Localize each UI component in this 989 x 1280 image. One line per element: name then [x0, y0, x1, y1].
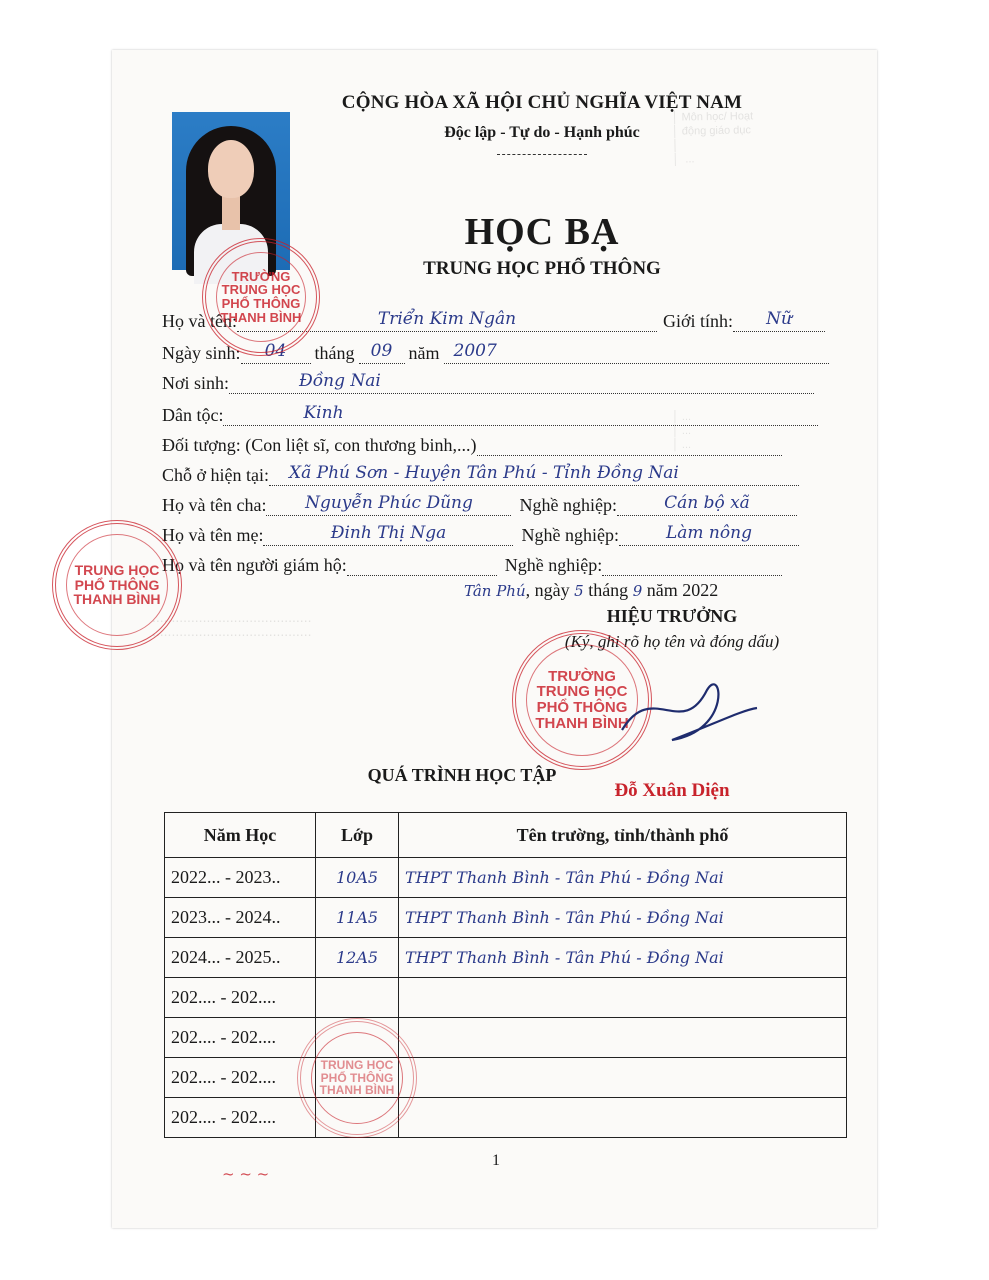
school-cell	[399, 1098, 847, 1138]
address-row	[162, 460, 799, 486]
year-cell: 202.... - 202....	[165, 1058, 316, 1098]
signing-month-label: tháng	[588, 580, 629, 600]
signing-place: Tân Phú	[464, 582, 526, 600]
table-header-row	[165, 813, 847, 858]
class-cell	[316, 978, 399, 1018]
year-cell: 202.... - 202....	[165, 1098, 316, 1138]
history-title: QUÁ TRÌNH HỌC TẬP	[367, 765, 557, 785]
mother-row	[162, 520, 799, 546]
history-table	[164, 812, 847, 1138]
table-row	[165, 1098, 847, 1138]
year-cell: 2022... - 2023..	[165, 858, 316, 898]
signing-date	[464, 580, 718, 601]
ethnicity-row	[162, 400, 818, 426]
name-label: Họ và tên:	[162, 311, 237, 331]
address-value: Xã Phú Sơn - Huyện Tân Phú - Tỉnh Đồng Nai	[289, 463, 679, 483]
national-name: CỘNG HÒA XÃ HỘI CHỦ NGHĨA VIỆT NAM	[341, 92, 743, 113]
mother-job-value: Làm nông	[665, 523, 752, 543]
father-job-label: Nghề nghiệp:	[519, 495, 617, 515]
signing-year-label: năm	[646, 580, 678, 600]
birthplace-row	[162, 368, 814, 394]
year-cell: 202.... - 202....	[165, 1018, 316, 1058]
document-title: HỌC BẠ	[464, 211, 620, 253]
school-cell: THPT Thanh Bình - Tân Phú - Đồng Nai	[399, 858, 847, 898]
school-stamp: TRƯỜNG TRUNG HỌC PHỔ THÔNG THANH BÌNH	[202, 238, 320, 356]
school-stamp: TRUNG HỌC PHỔ THÔNG THANH BÌNH	[52, 520, 182, 650]
father-job-value: Cán bộ xã	[664, 493, 750, 513]
year-cell: 2024... - 2025..	[165, 938, 316, 978]
school-cell	[399, 1018, 847, 1058]
principal-signature	[612, 670, 762, 750]
signing-day: 5	[574, 582, 584, 600]
signing-day-label: , ngày	[525, 580, 570, 600]
dob-label: Ngày sinh:	[162, 343, 241, 363]
principal-stamp: TRƯỜNG TRUNG HỌC PHỔ THÔNG THANH BÌNH	[512, 630, 652, 770]
table-row	[165, 858, 847, 898]
father-label: Họ và tên cha:	[162, 495, 267, 515]
bleed-through-text: │ ... │ ... │ ...	[672, 411, 692, 451]
table-row	[165, 938, 847, 978]
dob-year-label: năm	[408, 343, 440, 363]
dob-year-value: 2007	[453, 341, 497, 361]
birthplace-label: Nơi sinh:	[162, 373, 230, 393]
dob-month-label: tháng	[314, 343, 355, 363]
mother-job-label: Nghề nghiệp:	[521, 525, 619, 545]
page-number: 1	[492, 1152, 500, 1169]
table-row	[165, 1018, 847, 1058]
col-year-header: Năm Học	[165, 813, 316, 858]
mother-value: Đinh Thị Nga	[330, 523, 447, 543]
class-cell: 11A5	[316, 898, 399, 938]
national-motto: Độc lập - Tự do - Hạnh phúc	[444, 124, 640, 141]
birthplace-value: Đồng Nai	[299, 371, 381, 391]
faded-stamp: TRUNG HỌC PHỔ THÔNG THANH BÌNH	[297, 1018, 417, 1138]
address-label: Chỗ ở hiện tại:	[162, 465, 270, 485]
footer-scribble: ~ ~ ~	[222, 1165, 270, 1183]
class-cell: 10A5	[316, 858, 399, 898]
principal-note: (Ký, ghi rõ họ tên và đóng dấu)	[564, 632, 780, 651]
ethnicity-value: Kinh	[303, 403, 344, 423]
bleed-through-text: ......................................... .........................................	[152, 609, 312, 639]
table-row	[165, 1058, 847, 1098]
guardian-label: Họ và tên người giám hộ:	[162, 555, 347, 575]
signing-year: 2022	[682, 580, 719, 600]
motto-divider	[497, 154, 587, 155]
col-class-header: Lớp	[316, 813, 399, 858]
ethnicity-label: Dân tộc:	[162, 405, 224, 425]
father-row	[162, 490, 797, 516]
school-cell: THPT Thanh Bình - Tân Phú - Đồng Nai	[399, 898, 847, 938]
category-row	[162, 430, 782, 456]
gender-value: Nữ	[766, 309, 792, 329]
father-value: Nguyễn Phúc Dũng	[305, 493, 473, 513]
gender-label: Giới tính:	[662, 311, 734, 331]
principal-name: Đỗ Xuân Diện	[614, 780, 730, 801]
document-subtitle: TRUNG HỌC PHỔ THÔNG	[423, 258, 661, 279]
signing-month: 9	[632, 582, 643, 600]
guardian-job-label: Nghề nghiệp:	[504, 555, 603, 575]
year-cell: 2023... - 2024..	[165, 898, 316, 938]
name-value: Triển Kim Ngân	[377, 309, 517, 329]
bleed-through-text: │ Môn học/ Hoạt │ động giáo dục │ │ ...	[671, 110, 754, 166]
year-cell: 202.... - 202....	[165, 978, 316, 1018]
principal-title: HIỆU TRƯỞNG	[606, 606, 738, 626]
category-label: Đối tượng: (Con liệt sĩ, con thương binh,...)	[162, 435, 477, 455]
table-row	[165, 898, 847, 938]
school-cell: THPT Thanh Bình - Tân Phú - Đồng Nai	[399, 938, 847, 978]
document-page	[73, 50, 877, 1228]
school-cell	[399, 978, 847, 1018]
dob-day-value: 04	[264, 341, 287, 361]
mother-label: Họ và tên mẹ:	[162, 525, 264, 545]
col-school-header: Tên trường, tỉnh/thành phố	[399, 813, 847, 858]
school-cell	[399, 1058, 847, 1098]
guardian-row	[162, 550, 782, 576]
table-row	[165, 978, 847, 1018]
class-cell: 12A5	[316, 938, 399, 978]
dob-month-value: 09	[370, 341, 393, 361]
